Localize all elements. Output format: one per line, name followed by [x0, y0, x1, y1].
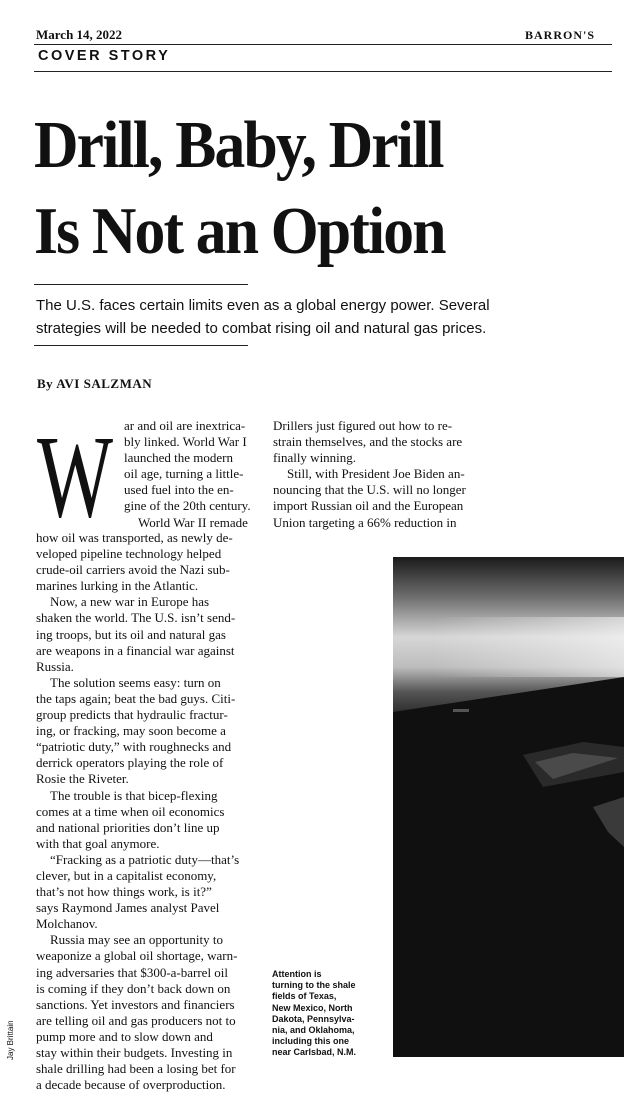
- text-line: clever, but in a capitalist economy,: [36, 867, 217, 883]
- text-line: Now, a new war in Europe has: [50, 594, 210, 610]
- caption-line: turning to the shale: [272, 980, 356, 991]
- text-line: used fuel into the en-: [124, 482, 234, 498]
- column-1-intro: [124, 418, 274, 531]
- headline: [34, 102, 445, 274]
- deck-line-1: The U.S. faces certain limits even as a global energy power. Several: [36, 297, 490, 314]
- text-line: pump more and to slow down and: [36, 1028, 213, 1044]
- photo-caption: [272, 969, 392, 1059]
- text-line: sanctions. Yet investors and financiers: [36, 996, 235, 1012]
- text-line: stay within their budgets. Investing in: [36, 1045, 233, 1060]
- text-line: The trouble is that bicep-flexing: [50, 787, 218, 803]
- column-2-body: [273, 418, 498, 531]
- section-rule: [34, 71, 612, 72]
- deck-rule-top: [34, 284, 248, 285]
- text-line: and national priorities don’t line up: [36, 819, 220, 835]
- text-line: oil age, turning a little-: [124, 466, 244, 482]
- text-line: ing, or fracking, may soon become a: [36, 723, 226, 739]
- text-line: World War II remade: [138, 514, 248, 530]
- text-line: Still, with President Joe Biden an-: [287, 466, 465, 482]
- caption-line: fields of Texas,: [272, 991, 337, 1002]
- text-line: ing troops, but its oil and natural gas: [36, 626, 226, 642]
- section-label: COVER STORY: [38, 48, 171, 64]
- text-line: ar and oil are inextrica-: [124, 418, 246, 433]
- deck-line-2: strategies will be needed to combat rising oil and natural gas prices.: [36, 320, 487, 337]
- deck: [36, 294, 516, 340]
- text-line: are telling oil and gas producers not to: [36, 1012, 236, 1028]
- caption-line: Dakota, Pennsylva-: [272, 1013, 355, 1024]
- text-line: The solution seems easy: turn on: [50, 674, 221, 690]
- text-line: Rosie the Riveter.: [36, 771, 129, 787]
- publication-name: BARRON'S: [524, 28, 595, 42]
- text-line: Molchanov.: [36, 916, 98, 932]
- text-line: is coming if they don’t back down on: [36, 980, 231, 996]
- text-line: Russia may see an opportunity to: [50, 932, 223, 948]
- text-line: strain themselves, and the stocks are: [273, 434, 463, 450]
- headline-line-1: Drill, Baby, Drill: [34, 108, 443, 182]
- text-line: marines lurking in the Atlantic.: [36, 578, 199, 594]
- text-line: weaponize a global oil shortage, warn-: [36, 948, 238, 964]
- text-line: veloped pipeline technology helped: [36, 546, 222, 562]
- text-line: the taps again; beat the bad guys. Citi-: [36, 690, 236, 706]
- oil-field-photo: [393, 557, 624, 1057]
- caption-line: near Carlsbad, N.M.: [272, 1047, 357, 1058]
- issue-date: March 14, 2022: [36, 27, 123, 42]
- byline: By AVI SALZMAN: [37, 376, 153, 391]
- text-line: bly linked. World War I: [124, 434, 247, 450]
- text-line: how oil was transported, as newly de-: [36, 530, 233, 545]
- text-line: Drillers just figured out how to re-: [273, 418, 453, 433]
- text-line: gine of the 20th century.: [124, 498, 251, 514]
- column-1-body: [36, 530, 266, 1093]
- text-line: derrick operators playing the role of: [36, 755, 224, 771]
- text-line: Union targeting a 66% reduction in: [273, 514, 457, 530]
- deck-rule-bottom: [34, 345, 248, 346]
- text-line: a decade because of overproduction.: [36, 1077, 226, 1093]
- text-line: “patriotic duty,” with roughnecks and: [36, 739, 232, 755]
- caption-line: including this one: [272, 1036, 349, 1047]
- text-line: are weapons in a financial war against: [36, 642, 235, 658]
- headline-line-2: Is Not an Option: [34, 194, 445, 268]
- text-line: launched the modern: [124, 450, 234, 466]
- caption-line: nia, and Oklahoma,: [272, 1025, 355, 1036]
- text-line: “Fracking as a patriotic duty—that’s: [50, 851, 240, 867]
- text-line: shale drilling had been a losing bet for: [36, 1061, 236, 1077]
- text-line: shaken the world. The U.S. isn’t send-: [36, 610, 236, 626]
- text-line: with that goal anymore.: [36, 835, 160, 851]
- text-line: crude-oil carriers avoid the Nazi sub-: [36, 562, 230, 578]
- drop-cap: [36, 428, 114, 520]
- caption-line: Attention is: [272, 969, 322, 979]
- text-line: says Raymond James analyst Pavel: [36, 900, 220, 916]
- text-line: finally winning.: [273, 450, 357, 466]
- text-line: comes at a time when oil economics: [36, 803, 225, 819]
- header-rule: [34, 44, 612, 45]
- text-line: group predicts that hydraulic fractur-: [36, 707, 228, 723]
- text-line: nouncing that the U.S. will no longer: [273, 482, 466, 498]
- text-line: ing adversaries that $300-a-barrel oil: [36, 964, 229, 980]
- caption-line: New Mexico, North: [272, 1002, 353, 1013]
- photo-credit: Jay Brittain: [6, 1020, 15, 1060]
- text-line: Russia.: [36, 658, 74, 674]
- text-line: import Russian oil and the European: [273, 498, 464, 514]
- drop-cap-letter: W: [37, 428, 114, 520]
- text-line: that’s not how things work, is it?”: [36, 884, 212, 900]
